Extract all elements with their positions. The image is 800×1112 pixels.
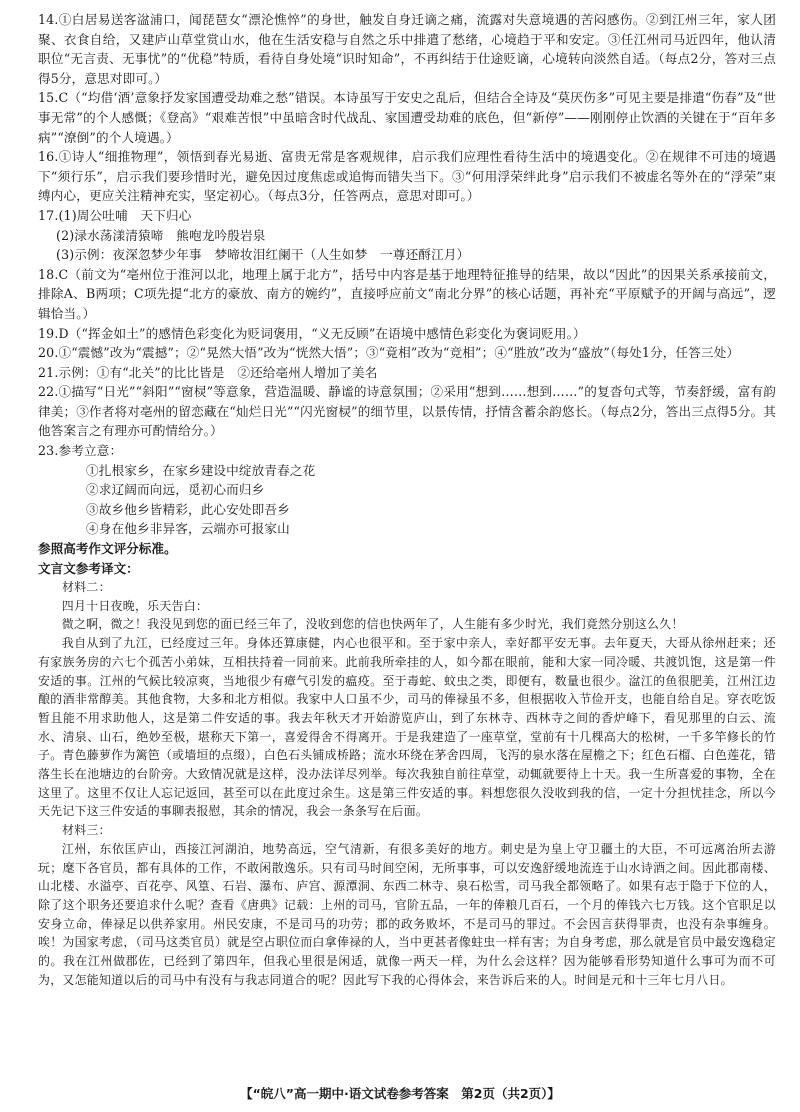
answer-17-3: (3)示例：夜深忽梦少年事 梦啼妆泪红阑干（人生如梦 一尊还酹江月） <box>56 247 470 263</box>
answer-20: 20.①“震憾”改为“震撼”；②“晃然大悟”改为“恍然大悟”；③“竟相”改为“竞相”；④“胜放”改为“盛放”（每处1分，任答三处） <box>38 345 740 361</box>
answers-section <box>38 10 776 539</box>
material-3-paragraph: 江州，东依匡庐山，西接江河湖泊，地势高远，空气清新，有很多美好的地方。刺史是为皇上守卫疆土的大臣，不可远离治所去游玩；麾下各官员，都有具体的工作，不敢闲散逸乐。只有司马时间空闲，无所事事，可以安逸舒缓地流连于山水诗酒之间。因此郡南楼、山北楼、水溢亭、百花亭、风篁、石岩、瀑布、庐宫、源潭洞、东西二林寺、泉石松雪，司马我全都领略了。如果有志于隐于下位的人，除了这个职务还要追求什么呢？查看《唐典》记载：上州的司马，官阶五品，一年的俸粮几百石，一个月的俸钱六七万钱。这个官职足以安身立命，俸禄足以供养家用。州民安康，不是司马的功劳；郡的政务败坏，不是司马的罪过。不会因言获得罪责，也没有杂事缠身。唉！为国家考虑，（司马这类官员）就是空占职位而白拿俸禄的人，当中更甚者像蛀虫一样有害；为自身考虑，那么就是官员中最安逸稳定的。我在江州做郡佐，已经到了第四年，但我心里很是闲适，就像一两天一样，为什么会这样？因为能够看形势知道什么事可为而不可为，又怎能知道以后的司马中有没有与我志同道合的呢？因此写下我的心得体会，来告诉后来的人。时间是元和十三年七月八日。 <box>38 841 776 987</box>
answer-17-1: 17.(1)周公吐哺 天下归心 <box>38 207 192 223</box>
answer-16: 16.①诗人“细推物理”，领悟到春光易逝、富贵无常是客观规律，启示我们应理性看待生活中的境遇变化。②在规律不可违的境遇下“须行乐”，启示我们要珍惜时光，避免因过度焦虑或追悔而错失当下。③“何用浮荣绊此身”启示我们不被虚名等外在的“浮荣”束缚内心，更应关注精神充实，坚定初心。（每点3分，任答两点，意思对即可。） <box>38 149 776 204</box>
material-2-label: 材料二： <box>62 580 111 595</box>
idea-item: ②求辽阔而向远，觅初心而归乡 <box>86 482 265 498</box>
answer-23: 23.参考立意： <box>38 443 123 459</box>
material-3-label: 材料三： <box>62 823 111 838</box>
translation-heading: 文言文参考译文： <box>38 560 139 576</box>
answer-22: 22.①描写“日光”“斜阳”“窗棂”等意象，营造温暖、静谧的诗意氛围；②采用“想到……想到……”的复沓句式等，节奏舒缓，富有韵律美；③作者将对亳州的留恋藏在“灿烂日光”“闪光窗棂”的细节里，以景传情，抒情含蓄余韵悠长。（每点2分，答出三点得5分。其他答案言之有理亦可酌情给分。） <box>38 384 776 439</box>
gaokao-scoring-note: 参照高考作文评分标准。 <box>38 541 177 557</box>
answer-18: 18.C（前文为“亳州位于淮河以北，地理上属于北方”，括号中内容是基于地理特征推导的结果，故以“因此”的因果关系承接前文，排除A、B两项；C项先提“北方的豪放、南方的婉约”，直接呼应前文“南北分界”的核心话题，再补充“平原赋予的开阔与高远”，逻辑恰当。） <box>38 266 776 321</box>
answer-17-2: (2)渌水荡漾清猿啼 熊咆龙吟殷岩泉 <box>56 227 266 243</box>
material-2-paragraph: 微之啊，微之！我没见到您的面已经三年了，没收到您的信也快两年了，人生能有多少时光，我们竟然分别这么久！ <box>61 617 684 632</box>
answer-19: 19.D（“挥金如土”的感情色彩变化为贬词褒用，“义无反顾”在语境中感情色彩变化为褒词贬用。） <box>38 325 586 341</box>
answer-14: 14.①白居易送客湓浦口，闻琵琶女“漂沦憔悴”的身世，触发自身迁谪之痛，流露对失意境遇的苦闷感伤。②到江州三年，家人团聚、衣食自给，又建庐山草堂赏山水，他在生活安稳与自然之乐中排遣了愁绪，心境趋于平和安定。③任江州司马近四年，他认清职位“无言责、无事忧”的“优稳”特质，看待自身处境“识时知命”，不再纠结于仕途贬谪，心境转向淡然自适。（每点2分，答对三点得5分，意思对即可。） <box>38 12 776 86</box>
idea-item: ③故乡他乡皆精彩，此心安处即吾乡 <box>86 501 290 517</box>
material-2-opening: 四月十日夜晚，乐天告白： <box>61 598 209 613</box>
answer-21: 21.示例：①有“北关”的比比皆是 ②还给亳州人增加了美名 <box>38 364 378 380</box>
material-2-paragraph: 我自从到了九江，已经度过三年。身体还算康健，内心也很平和。至于家中亲人，幸好都平安无事。去年夏天，大哥从徐州赶来；还有家族务房的六七个孤苦小弟妹，互相扶持着一同前来。此前我所牵挂的人，如今都在眼前，能和大家一同冷暖、共渡饥饱，这是第一件安适的事。江州的气候比较凉爽，当地很少有瘴气引发的瘟疫。至于毒蛇、蚊虫之类，即便有，数量也很少。湓江的鱼很肥美，江州江边酿的酒非常醇美。其他食物，大多和北方相似。我家中人口虽不少，司马的俸禄虽不多，但根据收入节俭开支，也能自给自足。穿衣吃饭暂且能不用求助他人，这是第二件安适的事。我去年秋天才开始游览庐山，到了东林寺、西林寺之间的香炉峰下，看见那里的白云、流水、清泉、山石，绝妙至极，堪称天下第一，喜爱得舍不得离开。于是我建造了一座草堂，堂前有十几棵高大的松树，一千多竿修长的竹子。青色藤萝作为篱笆（或墙垣的点缀），白色石头铺成桥路；流水环绕在茅舍四周，飞泻的泉水落在屋檐之下；红色石榴、白色莲花，错落生长在池塘边的台阶旁。大致情况就是这样，没办法详尽列举。每次我独自前往草堂，动辄就要待上十天。我一生所喜爱的事物，全在这里了。这里不仅让人忘记返回，甚至可以在此度过余生。这是第三件安适的事。料想您很久没收到我的信，一定十分担忧挂念，所以今天先记下这三件安适的事聊表报慰，其余的情况，我会一条条写在后面。 <box>38 636 776 819</box>
answer-15: 15.C（“均借‘酒’意象抒发家国遭受劫难之愁”错误。本诗虽写于安史之乱后，但结合全诗及“莫厌伤多”可见主要是排遣“伤春”及“世事无常”的个人感慨；《登高》“艰难苦恨”中虽暗含时代战乱、家国遭受劫难的底色，但“新停”——刚刚停止饮酒的关键在于“百年多病”“潦倒”的个人境遇。） <box>38 90 776 145</box>
translation-section <box>38 578 776 989</box>
idea-item: ①扎根家乡，在家乡建设中绽放青春之花 <box>86 462 316 478</box>
idea-item: ④身在他乡非异客，云端亦可报家山 <box>86 521 290 537</box>
page-footer: 【“皖八”高一期中·语文试卷参考答案 第2页（共2页）】 <box>240 1086 560 1101</box>
